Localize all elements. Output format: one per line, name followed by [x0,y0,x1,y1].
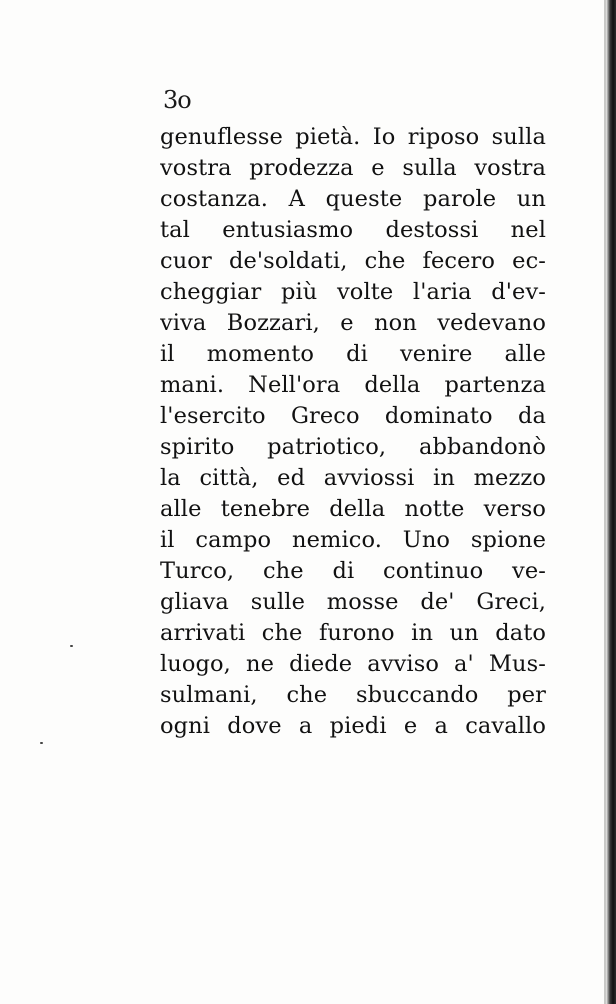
text-line: il momento di venire alle [160,341,546,367]
ink-speck [40,742,43,744]
text-line: alle tenebre della notte verso [160,496,546,522]
text-line: l'esercito Greco dominato da [160,403,546,429]
text-line: costanza. A queste parole un [160,186,546,212]
text-line: tal entusiasmo destossi nel [160,217,546,243]
text-line: Turco, che di continuo ve- [160,558,546,584]
page-edge [606,0,616,1004]
page-number: 3o [163,86,191,114]
text-line: mani. Nell'ora della partenza [160,372,546,398]
text-line: luogo, ne diede avviso a' Mus- [160,651,546,677]
text-line: cheggiar più volte l'aria d'ev- [160,279,546,305]
text-line: vostra prodezza e sulla vostra [160,155,546,181]
text-line: viva Bozzari, e non vedevano [160,310,546,336]
ink-speck [70,645,73,647]
text-line: ogni dove a piedi e a cavallo [160,713,546,739]
text-line: arrivati che furono in un dato [160,620,546,646]
body-text [160,122,546,742]
text-line: sulmani, che sbuccando per [160,682,546,708]
text-line: cuor de'soldati, che fecero ec- [160,248,546,274]
text-line: genuflesse pietà. Io riposo sulla [160,124,546,150]
text-line: il campo nemico. Uno spione [160,527,546,553]
text-line: la città, ed avviossi in mezzo [160,465,546,491]
text-line: gliava sulle mosse de' Greci, [160,589,546,615]
text-line: spirito patriotico, abbandonò [160,434,546,460]
